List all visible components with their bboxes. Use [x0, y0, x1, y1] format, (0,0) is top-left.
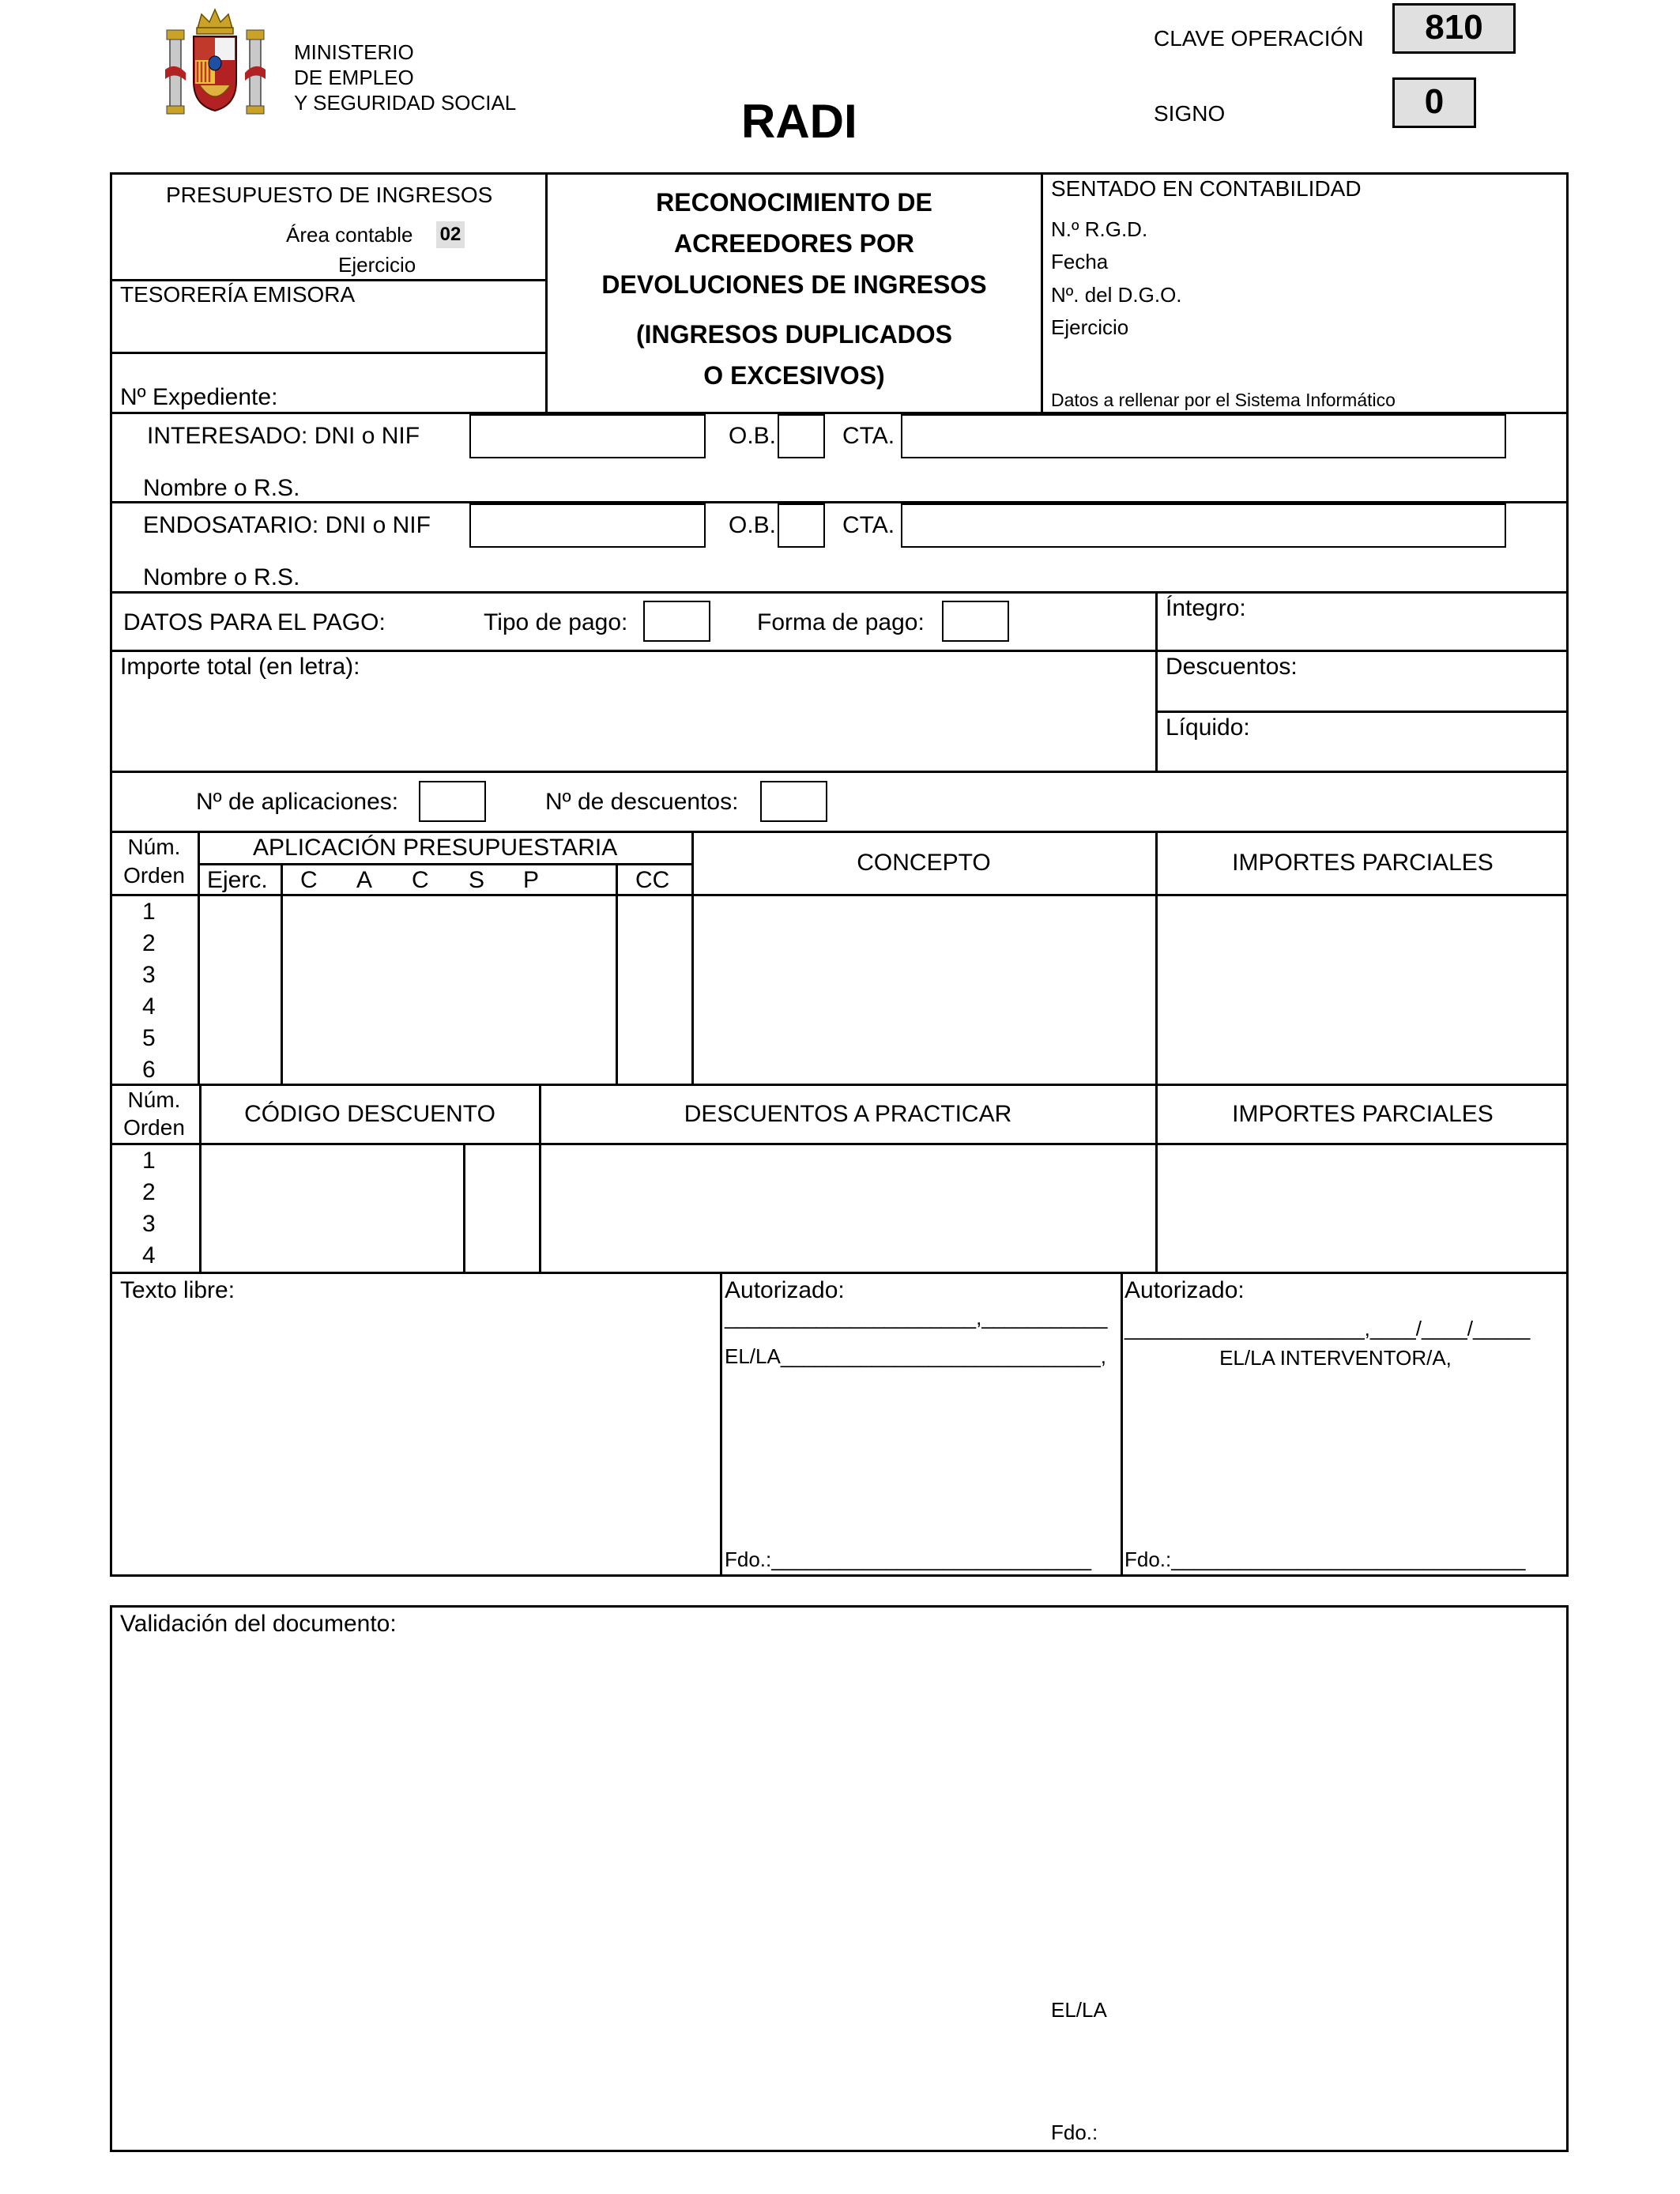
clave-operacion-label: CLAVE OPERACIÓN — [1154, 26, 1364, 51]
autorizado-1-fdo: Fdo.:____________________________ — [725, 1547, 1092, 1571]
a-header: A — [356, 867, 373, 893]
autorizado-2-fdo: Fdo.:_______________________________ — [1124, 1547, 1526, 1571]
endosatario-cta-label: CTA. — [842, 512, 895, 538]
table-row: 2 — [142, 930, 156, 956]
title-line-5: O EXCESIVOS) — [703, 361, 885, 390]
importes-parciales-header: IMPORTES PARCIALES — [1232, 850, 1494, 876]
area-contable-value: 02 — [436, 221, 465, 248]
validacion-fdo: Fdo.: — [1051, 2120, 1098, 2144]
num-descuentos-label: Nº de descuentos: — [545, 789, 739, 815]
aplic-num-label: Núm. — [127, 835, 181, 859]
interesado-nombre-label: Nombre o R.S. — [143, 475, 300, 501]
tesoreria-label: TESORERÍA EMISORA — [120, 282, 356, 307]
ministry-line-3: Y SEGURIDAD SOCIAL — [294, 91, 517, 115]
autorizado-2-line: _____________________,____/____/_____ — [1124, 1317, 1531, 1340]
interesado-cta-label: CTA. — [842, 423, 895, 449]
validacion-box — [110, 1605, 1569, 2152]
rgd-label: N.º R.G.D. — [1051, 217, 1148, 241]
endosatario-ob-field[interactable] — [778, 503, 825, 548]
contabilidad-header: SENTADO EN CONTABILIDAD — [1051, 176, 1362, 201]
aplic-orden-label: Orden — [123, 863, 185, 888]
num-aplicaciones-label: Nº de aplicaciones: — [196, 789, 399, 815]
num-descuentos-field[interactable] — [760, 781, 827, 822]
datos-pago-label: DATOS PARA EL PAGO: — [123, 609, 386, 635]
ministry-line-2: DE EMPLEO — [294, 66, 414, 89]
table-row: 3 — [142, 1211, 156, 1237]
table-row: 6 — [142, 1057, 156, 1083]
texto-libre-label: Texto libre: — [120, 1277, 235, 1303]
c2-header: C — [412, 867, 429, 893]
integro-label: Íntegro: — [1166, 595, 1246, 621]
ejerc-header: Ejerc. — [207, 867, 268, 893]
forma-pago-label: Forma de pago: — [757, 609, 925, 635]
desc-importes-header: IMPORTES PARCIALES — [1232, 1101, 1494, 1127]
tipo-pago-label: Tipo de pago: — [484, 609, 628, 635]
desc-num-label: Núm. — [127, 1088, 181, 1112]
importe-letra-label: Importe total (en letra): — [120, 654, 360, 680]
fecha-label: Fecha — [1051, 250, 1109, 273]
descuentos-label: Descuentos: — [1166, 654, 1298, 680]
signo-value: 0 — [1392, 77, 1476, 128]
interesado-ob-label: O.B. — [729, 423, 777, 449]
title-line-4: (INGRESOS DUPLICADOS — [635, 320, 953, 349]
title-line-3: DEVOLUCIONES DE INGRESOS — [601, 270, 987, 299]
concepto-header: CONCEPTO — [857, 850, 991, 876]
endosatario-nombre-label: Nombre o R.S. — [143, 564, 300, 590]
table-row: 2 — [142, 1179, 156, 1205]
num-aplicaciones-field[interactable] — [419, 781, 486, 822]
title-line-2: ACREEDORES POR — [673, 229, 915, 258]
interventor-label: EL/LA INTERVENTOR/A, — [1219, 1346, 1452, 1370]
ministry-line-1: MINISTERIO — [294, 40, 414, 64]
table-row: 4 — [142, 993, 156, 1020]
interesado-label: INTERESADO: DNI o NIF — [147, 423, 420, 449]
presupuesto-label: PRESUPUESTO DE INGRESOS — [166, 183, 493, 207]
s-header: S — [469, 867, 485, 893]
ejercicio-label: Ejercicio — [338, 253, 416, 277]
table-row: 5 — [142, 1025, 156, 1051]
autorizado-1-el-la: EL/LA____________________________, — [725, 1344, 1106, 1368]
interesado-ob-field[interactable] — [778, 414, 825, 458]
validacion-el-la: EL/LA — [1051, 1998, 1107, 2022]
table-row: 1 — [142, 1148, 156, 1174]
interesado-dni-field[interactable] — [469, 414, 706, 458]
cc-header: CC — [635, 867, 670, 893]
document-code: RADI — [741, 95, 857, 148]
area-contable-label: Área contable — [286, 223, 413, 247]
p-header: P — [523, 867, 540, 893]
contabilidad-ejercicio-label: Ejercicio — [1051, 315, 1129, 339]
clave-operacion-value: 810 — [1392, 3, 1516, 54]
endosatario-cta-field[interactable] — [901, 503, 1506, 548]
sistema-note: Datos a rellenar por el Sistema Informático — [1051, 390, 1396, 410]
interesado-cta-field[interactable] — [901, 414, 1506, 458]
table-row: 4 — [142, 1242, 156, 1269]
expediente-label: Nº Expediente: — [120, 384, 278, 410]
dgo-label: Nº. del D.G.O. — [1051, 283, 1182, 307]
descuentos-practicar-header: DESCUENTOS A PRACTICAR — [684, 1101, 1012, 1127]
forma-pago-field[interactable] — [942, 601, 1009, 642]
aplicacion-row-numbers — [142, 896, 182, 1086]
codigo-descuento-header: CÓDIGO DESCUENTO — [244, 1101, 495, 1127]
aplicacion-presupuestaria-header: APLICACIÓN PRESUPUESTARIA — [253, 835, 618, 861]
endosatario-ob-label: O.B. — [729, 512, 777, 538]
desc-orden-label: Orden — [123, 1115, 185, 1140]
tipo-pago-field[interactable] — [643, 601, 710, 642]
autorizado-2-label: Autorizado: — [1124, 1277, 1245, 1303]
endosatario-label: ENDOSATARIO: DNI o NIF — [143, 512, 431, 538]
signo-label: SIGNO — [1154, 101, 1226, 126]
endosatario-dni-field[interactable] — [469, 503, 706, 548]
validacion-label: Validación del documento: — [120, 1611, 397, 1637]
liquido-label: Líquido: — [1166, 714, 1250, 741]
coat-of-arms-logo — [162, 6, 269, 121]
c1-header: C — [300, 867, 318, 893]
autorizado-1-label: Autorizado: — [725, 1277, 845, 1303]
table-row: 3 — [142, 962, 156, 988]
table-row: 1 — [142, 899, 156, 925]
title-line-1: RECONOCIMIENTO DE — [656, 188, 932, 217]
autorizado-1-line: ______________________,___________ — [725, 1306, 1108, 1329]
descuento-row-numbers — [142, 1145, 182, 1272]
